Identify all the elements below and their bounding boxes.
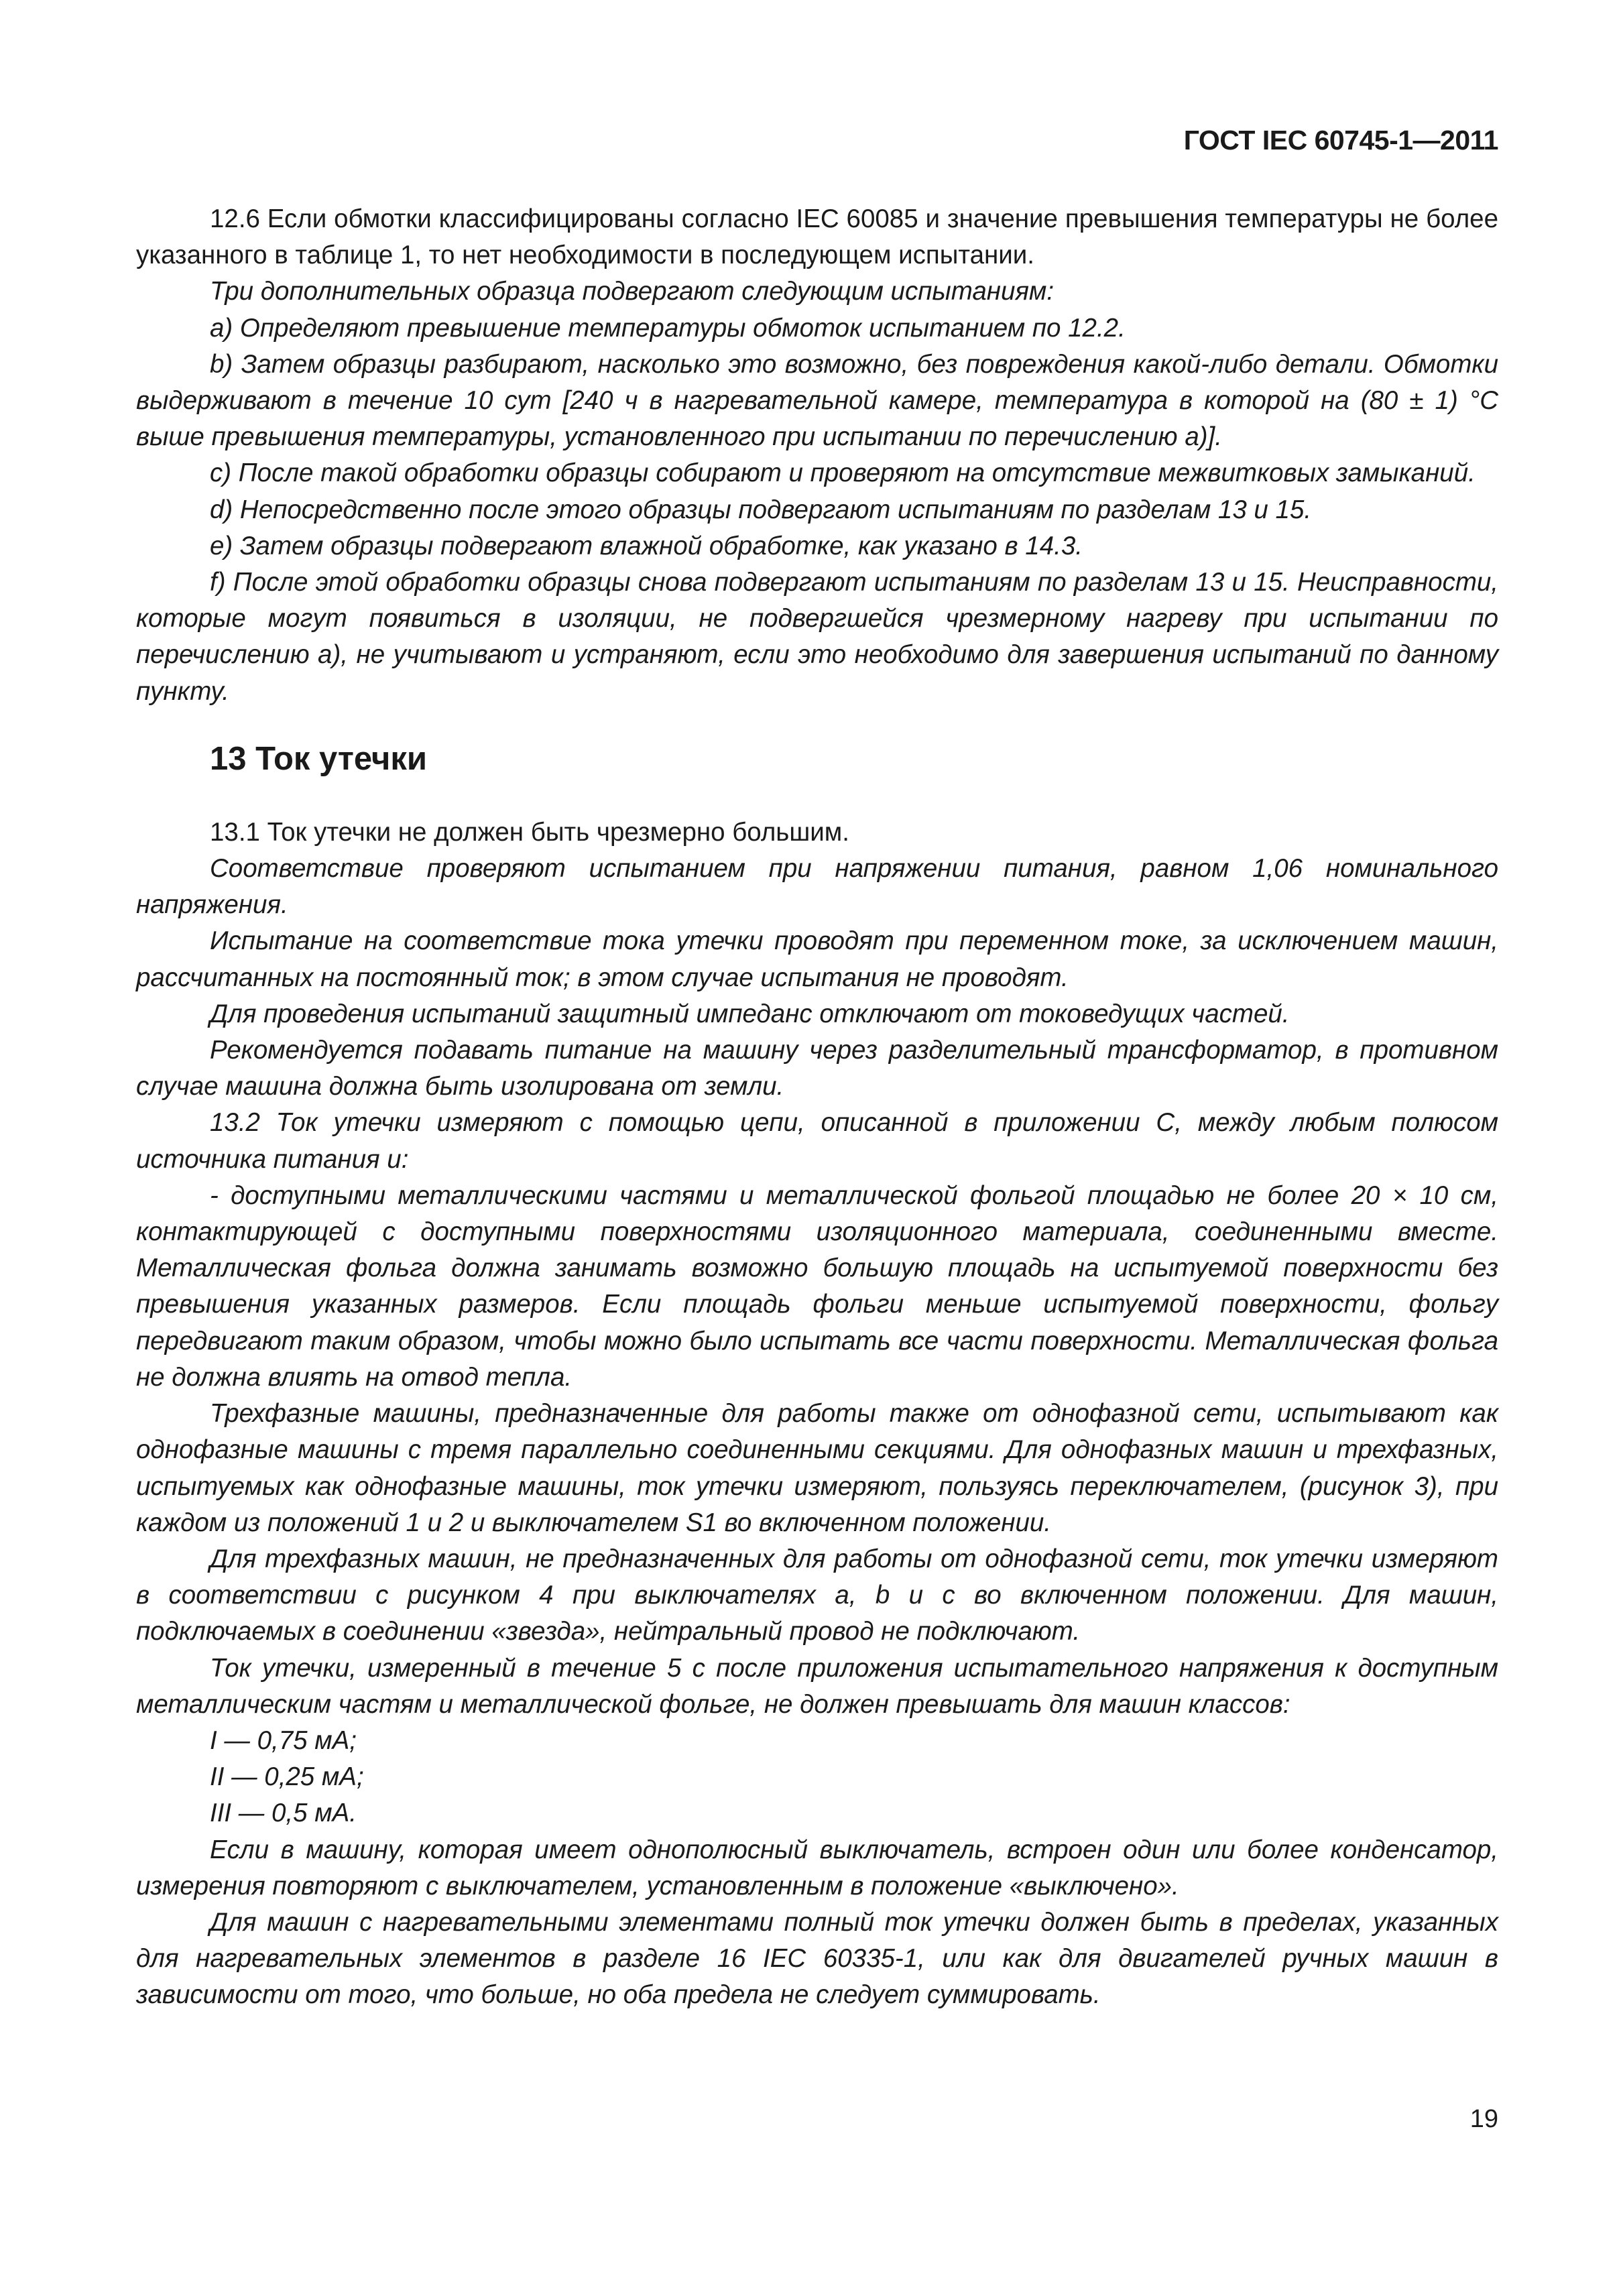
list-item-c: c) После такой обработки образцы собирают и проверяют на отсутствие межвитковых замыканий. — [210, 459, 1476, 488]
foil-paragraph: - доступными металлическими частями и металлической фольгой площадью не более 20 × 10 см, контактирующей с доступными поверхностями изоляционного материала, соединенными вместе. Металлическая фольга должна занимать возможно большую площадь на испытуемой поверхности без превышения указанных размеров. Если площадь фольги меньше испытуемой поверхности, фольгу передвигают таким образом, чтобы можно было испытать все части поверхности. Металлическая фольга не должна влиять на отвод тепла. — [136, 1181, 1498, 1392]
three-phase-only-paragraph: Для трехфазных машин, не предназначенных для работы от однофазной сети, ток утечки измеряют в соответствии с рисунком 4 при выключателях a, b и c во включенном положении. Для машин, подключаемых в соединении «звезда», нейтральный провод не подключают. — [136, 1544, 1498, 1646]
page-number: 19 — [1469, 2105, 1498, 2133]
class-ii-limit: II — 0,25 мА; — [210, 1762, 364, 1792]
list-item-d: d) Непосредственно после этого образцы подвергают испытаниям по разделам 13 и 15. — [210, 495, 1312, 524]
list-item-f: f) После этой обработки образцы снова подвергают испытаниям по разделам 13 и 15. Неисправности, которые могут появиться в изоляции, не подвергшейся чрезмерному нагреву при испытании по перечислению а), не учитывают и устраняют, если это необходимо для завершения испытаний по данному пункту. — [136, 568, 1498, 706]
clause-13-2: 13.2 Ток утечки измеряют с помощью цепи, описанной в приложении С, между любым полюсом источника питания и: — [136, 1108, 1498, 1174]
compliance-paragraph: Соответствие проверяют испытанием при напряжении питания, равном 1,06 номинального напряжения. — [136, 854, 1498, 920]
impedance-paragraph: Для проведения испытаний защитный импеданс отключают от токоведущих частей. — [210, 999, 1290, 1028]
limit-paragraph: Ток утечки, измеренный в течение 5 с после приложения испытательного напряжения к доступным металлическим частям и металлической фольге, не должен превышать для машин классов: — [136, 1653, 1498, 1719]
list-item-a: a) Определяют превышение температуры обмоток испытанием по 12.2. — [210, 313, 1126, 343]
samples-statement: Три дополнительных образца подвергают следующим испытаниям: — [210, 277, 1055, 306]
clause-13-1: 13.1 Ток утечки не должен быть чрезмерно большим. — [210, 817, 849, 847]
clause-12-6: 12.6 Если обмотки классифицированы согласно IEC 60085 и значение превышения температуры не более указанного в таблице 1, то нет необходимости в последующем испытании. — [136, 204, 1498, 270]
document-header: ГОСТ IEC 60745-1—2011 — [1183, 125, 1498, 156]
list-item-b: b) Затем образцы разбирают, насколько это возможно, без повреждения какой-либо детали. Обмотки выдерживают в течение 10 сут [240 ч в нагревательной камере, температура в которой на (80 ± 1) °С выше превышения температуры, установленного при испытании по перечислению а)]. — [136, 349, 1498, 452]
transformer-paragraph: Рекомендуется подавать питание на машину через разделительный трансформатор, в противном случае машина должна быть изолирована от земли. — [136, 1036, 1498, 1101]
section-title: 13 Ток утечки — [210, 740, 428, 777]
capacitor-paragraph: Если в машину, которая имеет однополюсный выключатель, встроен один или более конденсатор, измерения повторяют с выключателем, установленным в положение «выключено». — [136, 1835, 1498, 1900]
class-iii-limit: III — 0,5 мА. — [210, 1799, 357, 1828]
heating-paragraph: Для машин с нагревательными элементами полный ток утечки должен быть в пределах, указанных для нагревательных элементов в разделе 16 IEC 60335-1, или как для двигателей ручных машин в зависимости от того, что больше, но оба предела не следует суммировать. — [136, 1907, 1498, 2010]
page-content — [136, 201, 1498, 2014]
class-i-limit: I — 0,75 мА; — [210, 1726, 357, 1755]
ac-test-paragraph: Испытание на соответствие тока утечки проводят при переменном токе, за исключением машин, рассчитанных на постоянный ток; в этом случае испытания не проводят. — [136, 926, 1498, 992]
list-item-e: e) Затем образцы подвергают влажной обработке, как указано в 14.3. — [210, 531, 1083, 560]
three-phase-paragraph: Трехфазные машины, предназначенные для работы также от однофазной сети, испытывают как однофазные машины с тремя параллельно соединенными секциями. Для однофазных машин и трехфазных, испытуемых как однофазные машины, ток утечки измеряют, пользуясь переключателем, (рисунок 3), при каждом из положений 1 и 2 и выключателем S1 во включенном положении. — [136, 1399, 1498, 1537]
